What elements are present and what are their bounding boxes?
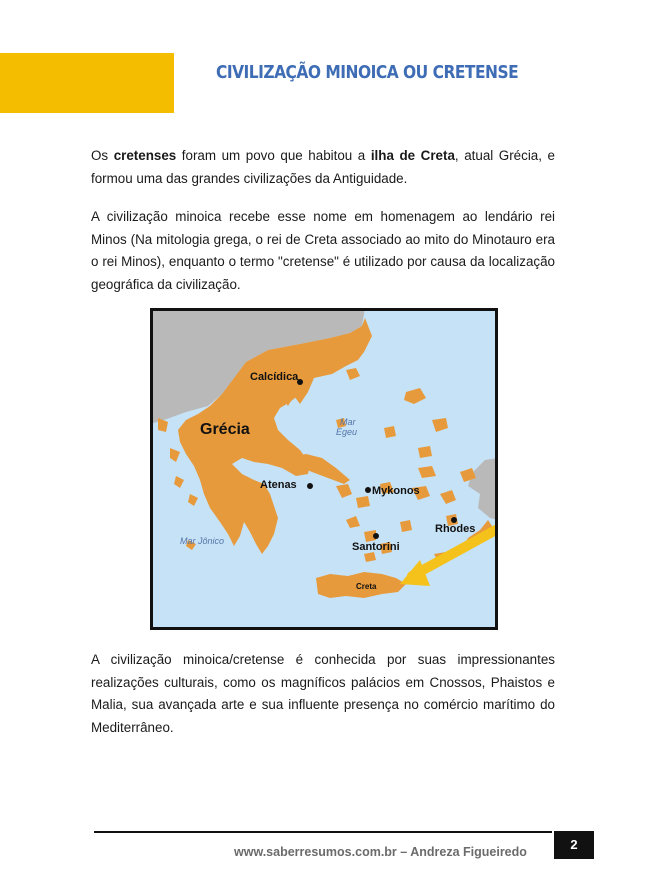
map-figure — [150, 308, 498, 630]
header-accent-bar — [0, 53, 174, 113]
intro-text-2: foram um povo que habitou a — [176, 148, 371, 163]
intro-text-1: Os — [91, 148, 114, 163]
label-mykonos: Mykonos — [372, 485, 420, 497]
page-number: 2 — [554, 831, 594, 859]
label-rhodes: Rhodes — [435, 523, 476, 535]
paragraph-intro — [91, 145, 555, 190]
label-mar-egeu-1: Mar — [340, 417, 356, 427]
label-atenas: Atenas — [260, 479, 297, 491]
label-mar-jonico: Mar Jônico — [180, 536, 225, 546]
santorini-dot — [373, 533, 379, 539]
intro-text-3: , atual Grécia, e formou uma das grandes civilizações da Antiguidade. — [91, 148, 555, 186]
footer-credit: www.saberresumos.com.br – Andreza Figueiredo — [234, 845, 527, 859]
footer-divider — [94, 831, 552, 833]
page-title: CIVILIZAÇÃO MINOICA OU CRETENSE — [216, 62, 519, 83]
label-mar-egeu-2: Egeu — [336, 427, 358, 437]
intro-bold-creta: ilha de Creta — [370, 148, 455, 163]
mykonos-dot — [365, 487, 371, 493]
paragraph-achievements: A civilização minoica/cretense é conhecida por suas impressionantes realizações culturais, como os magníficos palácios em Cnossos, Phaistos e Malia, sua avançada arte e sua influente presença no comércio marítimo do Mediterrâneo. — [91, 652, 555, 735]
greece-map — [150, 308, 498, 630]
paragraph-name-origin: A civilização minoica recebe esse nome em homenagem ao lendário rei Minos (Na mitologia grega, o rei de Creta associado ao mito do Minotauro era o rei Minos), enquanto o termo "cretense" é utilizado por causa da localização geográfica da civilização. — [91, 209, 555, 292]
atenas-dot — [307, 483, 313, 489]
label-santorini: Santorini — [352, 541, 400, 553]
label-creta: Creta — [356, 582, 377, 591]
intro-bold-cretenses: cretenses — [113, 148, 177, 163]
label-calcidica: Calcídica — [250, 371, 299, 383]
label-grecia: Grécia — [200, 421, 250, 438]
